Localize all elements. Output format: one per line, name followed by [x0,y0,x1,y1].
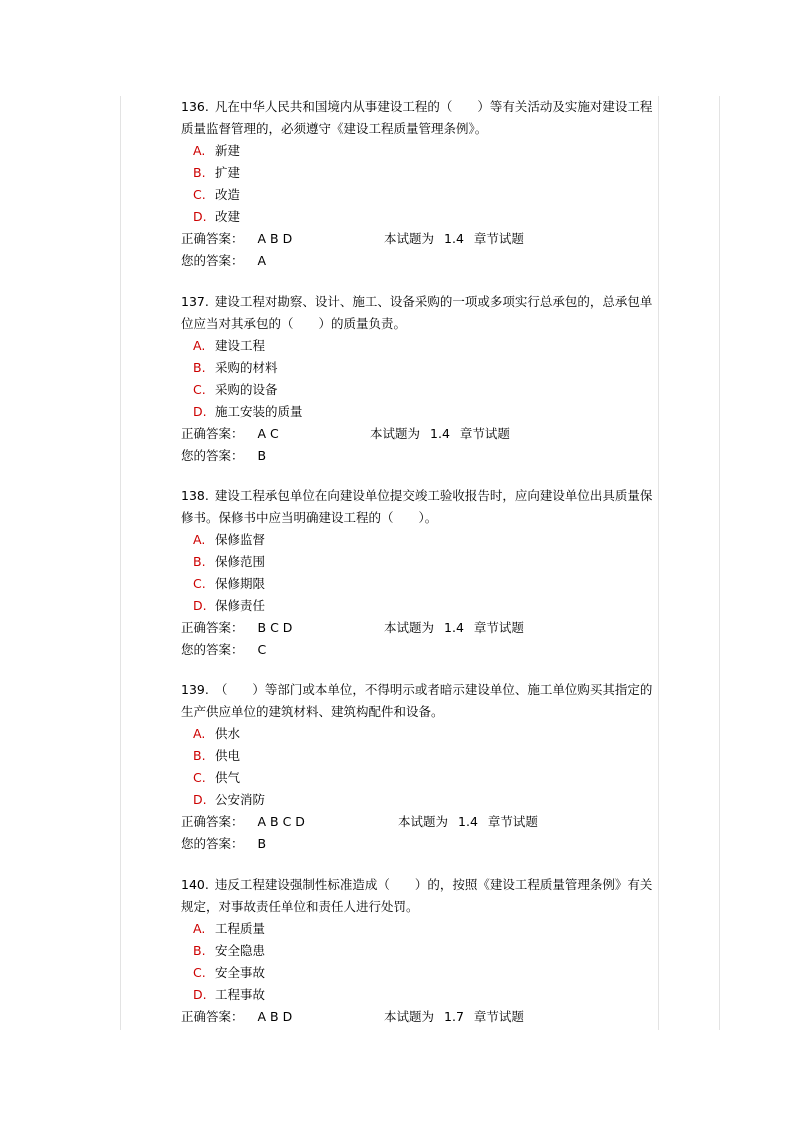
option-b[interactable] [181,940,653,962]
option-text: 供水 [215,726,241,741]
option-letter: A. [193,532,206,547]
middle-border-line [658,96,659,1030]
option-text: 安全事故 [215,965,266,980]
question-number: 136. [181,99,209,114]
option-d[interactable] [181,595,653,617]
option-text: 采购的材料 [215,360,278,375]
your-answer-label: 您的答案： [181,253,244,268]
option-text: 工程事故 [215,987,266,1002]
question-140 [181,874,653,1028]
option-b[interactable] [181,357,653,379]
correct-answer-value: A B D [257,1009,293,1024]
option-text: 扩建 [215,165,241,180]
score-value: 1.4 [458,814,478,829]
score-value: 1.4 [430,426,450,441]
option-text: 采购的设备 [215,382,278,397]
option-c[interactable] [181,573,653,595]
score-value: 1.4 [444,620,464,635]
option-text: 公安消防 [215,792,266,807]
your-answer-row [181,639,653,661]
score-info [384,228,534,250]
option-text: 保修范围 [215,554,266,569]
option-letter: D. [193,987,207,1002]
option-b[interactable] [181,162,653,184]
option-text: 保修责任 [215,598,266,613]
score-info [370,423,520,445]
option-list [181,918,653,1006]
option-letter: B. [193,165,206,180]
question-number: 137. [181,294,209,309]
option-b[interactable] [181,551,653,573]
question-text: 建设工程对勘察、设计、施工、设备采购的一项或多项实行总承包的，总承包单位应当对其承包的（ ）的质量负责。 [181,294,653,331]
option-text: 改建 [215,209,241,224]
option-text: 施工安装的质量 [215,404,303,419]
score-label: 本试题为 [398,814,449,829]
option-list [181,335,653,423]
your-answer-value: B [257,836,267,851]
option-letter: D. [193,598,207,613]
option-letter: B. [193,748,206,763]
question-number: 138. [181,488,209,503]
question-text: 凡在中华人民共和国境内从事建设工程的（ ）等有关活动及实施对建设工程质量监督管理的，必须遵守《建设工程质量管理条例》。 [181,99,653,136]
question-text: 违反工程建设强制性标准造成（ ）的，按照《建设工程质量管理条例》有关规定，对事故责任单位和责任人进行处罚。 [181,877,653,914]
option-b[interactable] [181,745,653,767]
question-136 [181,96,653,272]
correct-answer-value: A B C D [257,814,305,829]
your-answer-label: 您的答案： [181,448,244,463]
question-stem [181,96,653,140]
correct-answer-row [181,228,653,250]
option-list [181,529,653,617]
option-letter: A. [193,921,206,936]
option-d[interactable] [181,206,653,228]
your-answer-value: C [257,642,267,657]
option-c[interactable] [181,767,653,789]
option-letter: A. [193,338,206,353]
question-type: 章节试题 [459,426,510,441]
option-text: 建设工程 [215,338,266,353]
option-text: 工程质量 [215,921,266,936]
correct-answer-value: B C D [257,620,293,635]
your-answer-value: B [257,448,267,463]
option-letter: D. [193,792,207,807]
your-answer-label: 您的答案： [181,642,244,657]
question-stem [181,485,653,529]
option-text: 保修监督 [215,532,266,547]
option-letter: C. [193,187,206,202]
option-letter: C. [193,770,206,785]
right-border-line [719,96,720,1030]
option-letter: B. [193,554,206,569]
option-d[interactable] [181,401,653,423]
correct-answer-row [181,423,653,445]
option-letter: B. [193,360,206,375]
correct-answer-row [181,617,653,639]
correct-answer-label: 正确答案： [181,620,244,635]
your-answer-row [181,445,653,467]
question-number: 140. [181,877,209,892]
score-info [384,617,534,639]
option-list [181,723,653,811]
correct-answer-row [181,1006,653,1028]
option-letter: C. [193,965,206,980]
option-d[interactable] [181,984,653,1006]
option-list [181,140,653,228]
score-label: 本试题为 [384,231,435,246]
question-text: 建设工程承包单位在向建设单位提交竣工验收报告时，应向建设单位出具质量保修书。保修书中应当明确建设工程的（ ）。 [181,488,653,525]
option-letter: A. [193,726,206,741]
option-letter: D. [193,209,207,224]
correct-answer-label: 正确答案： [181,426,244,441]
option-letter: C. [193,382,206,397]
option-c[interactable] [181,184,653,206]
left-border-line [120,96,121,1030]
option-letter: B. [193,943,206,958]
option-text: 供气 [215,770,241,785]
score-value: 1.7 [444,1009,464,1024]
your-answer-label: 您的答案： [181,836,244,851]
option-text: 新建 [215,143,241,158]
option-letter: C. [193,576,206,591]
correct-answer-value: A C [257,426,279,441]
correct-answer-label: 正确答案： [181,814,244,829]
option-text: 保修期限 [215,576,266,591]
question-type: 章节试题 [473,231,524,246]
option-a[interactable] [181,335,653,357]
score-label: 本试题为 [384,1009,435,1024]
correct-answer-label: 正确答案： [181,231,244,246]
score-label: 本试题为 [370,426,421,441]
question-type: 章节试题 [487,814,538,829]
correct-answer-label: 正确答案： [181,1009,244,1024]
score-label: 本试题为 [384,620,435,635]
your-answer-row [181,833,653,855]
option-a[interactable] [181,918,653,940]
score-value: 1.4 [444,231,464,246]
option-text: 供电 [215,748,241,763]
option-text: 改造 [215,187,241,202]
question-138 [181,485,653,661]
option-a[interactable] [181,529,653,551]
score-info [384,1006,534,1028]
option-a[interactable] [181,723,653,745]
question-stem [181,679,653,723]
question-type: 章节试题 [473,1009,524,1024]
option-c[interactable] [181,379,653,401]
question-stem [181,291,653,335]
question-number: 139. [181,682,209,697]
correct-answer-value: A B D [257,231,293,246]
question-137 [181,291,653,467]
option-letter: A. [193,143,206,158]
option-text: 安全隐患 [215,943,266,958]
correct-answer-row [181,811,653,833]
your-answer-row [181,250,653,272]
question-139 [181,679,653,855]
question-stem [181,874,653,918]
question-type: 章节试题 [473,620,524,635]
your-answer-value: A [257,253,267,268]
option-d[interactable] [181,789,653,811]
option-c[interactable] [181,962,653,984]
option-a[interactable] [181,140,653,162]
question-text: （ ）等部门或本单位，不得明示或者暗示建设单位、施工单位购买其指定的生产供应单位的建筑材料、建筑构配件和设备。 [181,682,653,719]
option-letter: D. [193,404,207,419]
score-info [398,811,548,833]
